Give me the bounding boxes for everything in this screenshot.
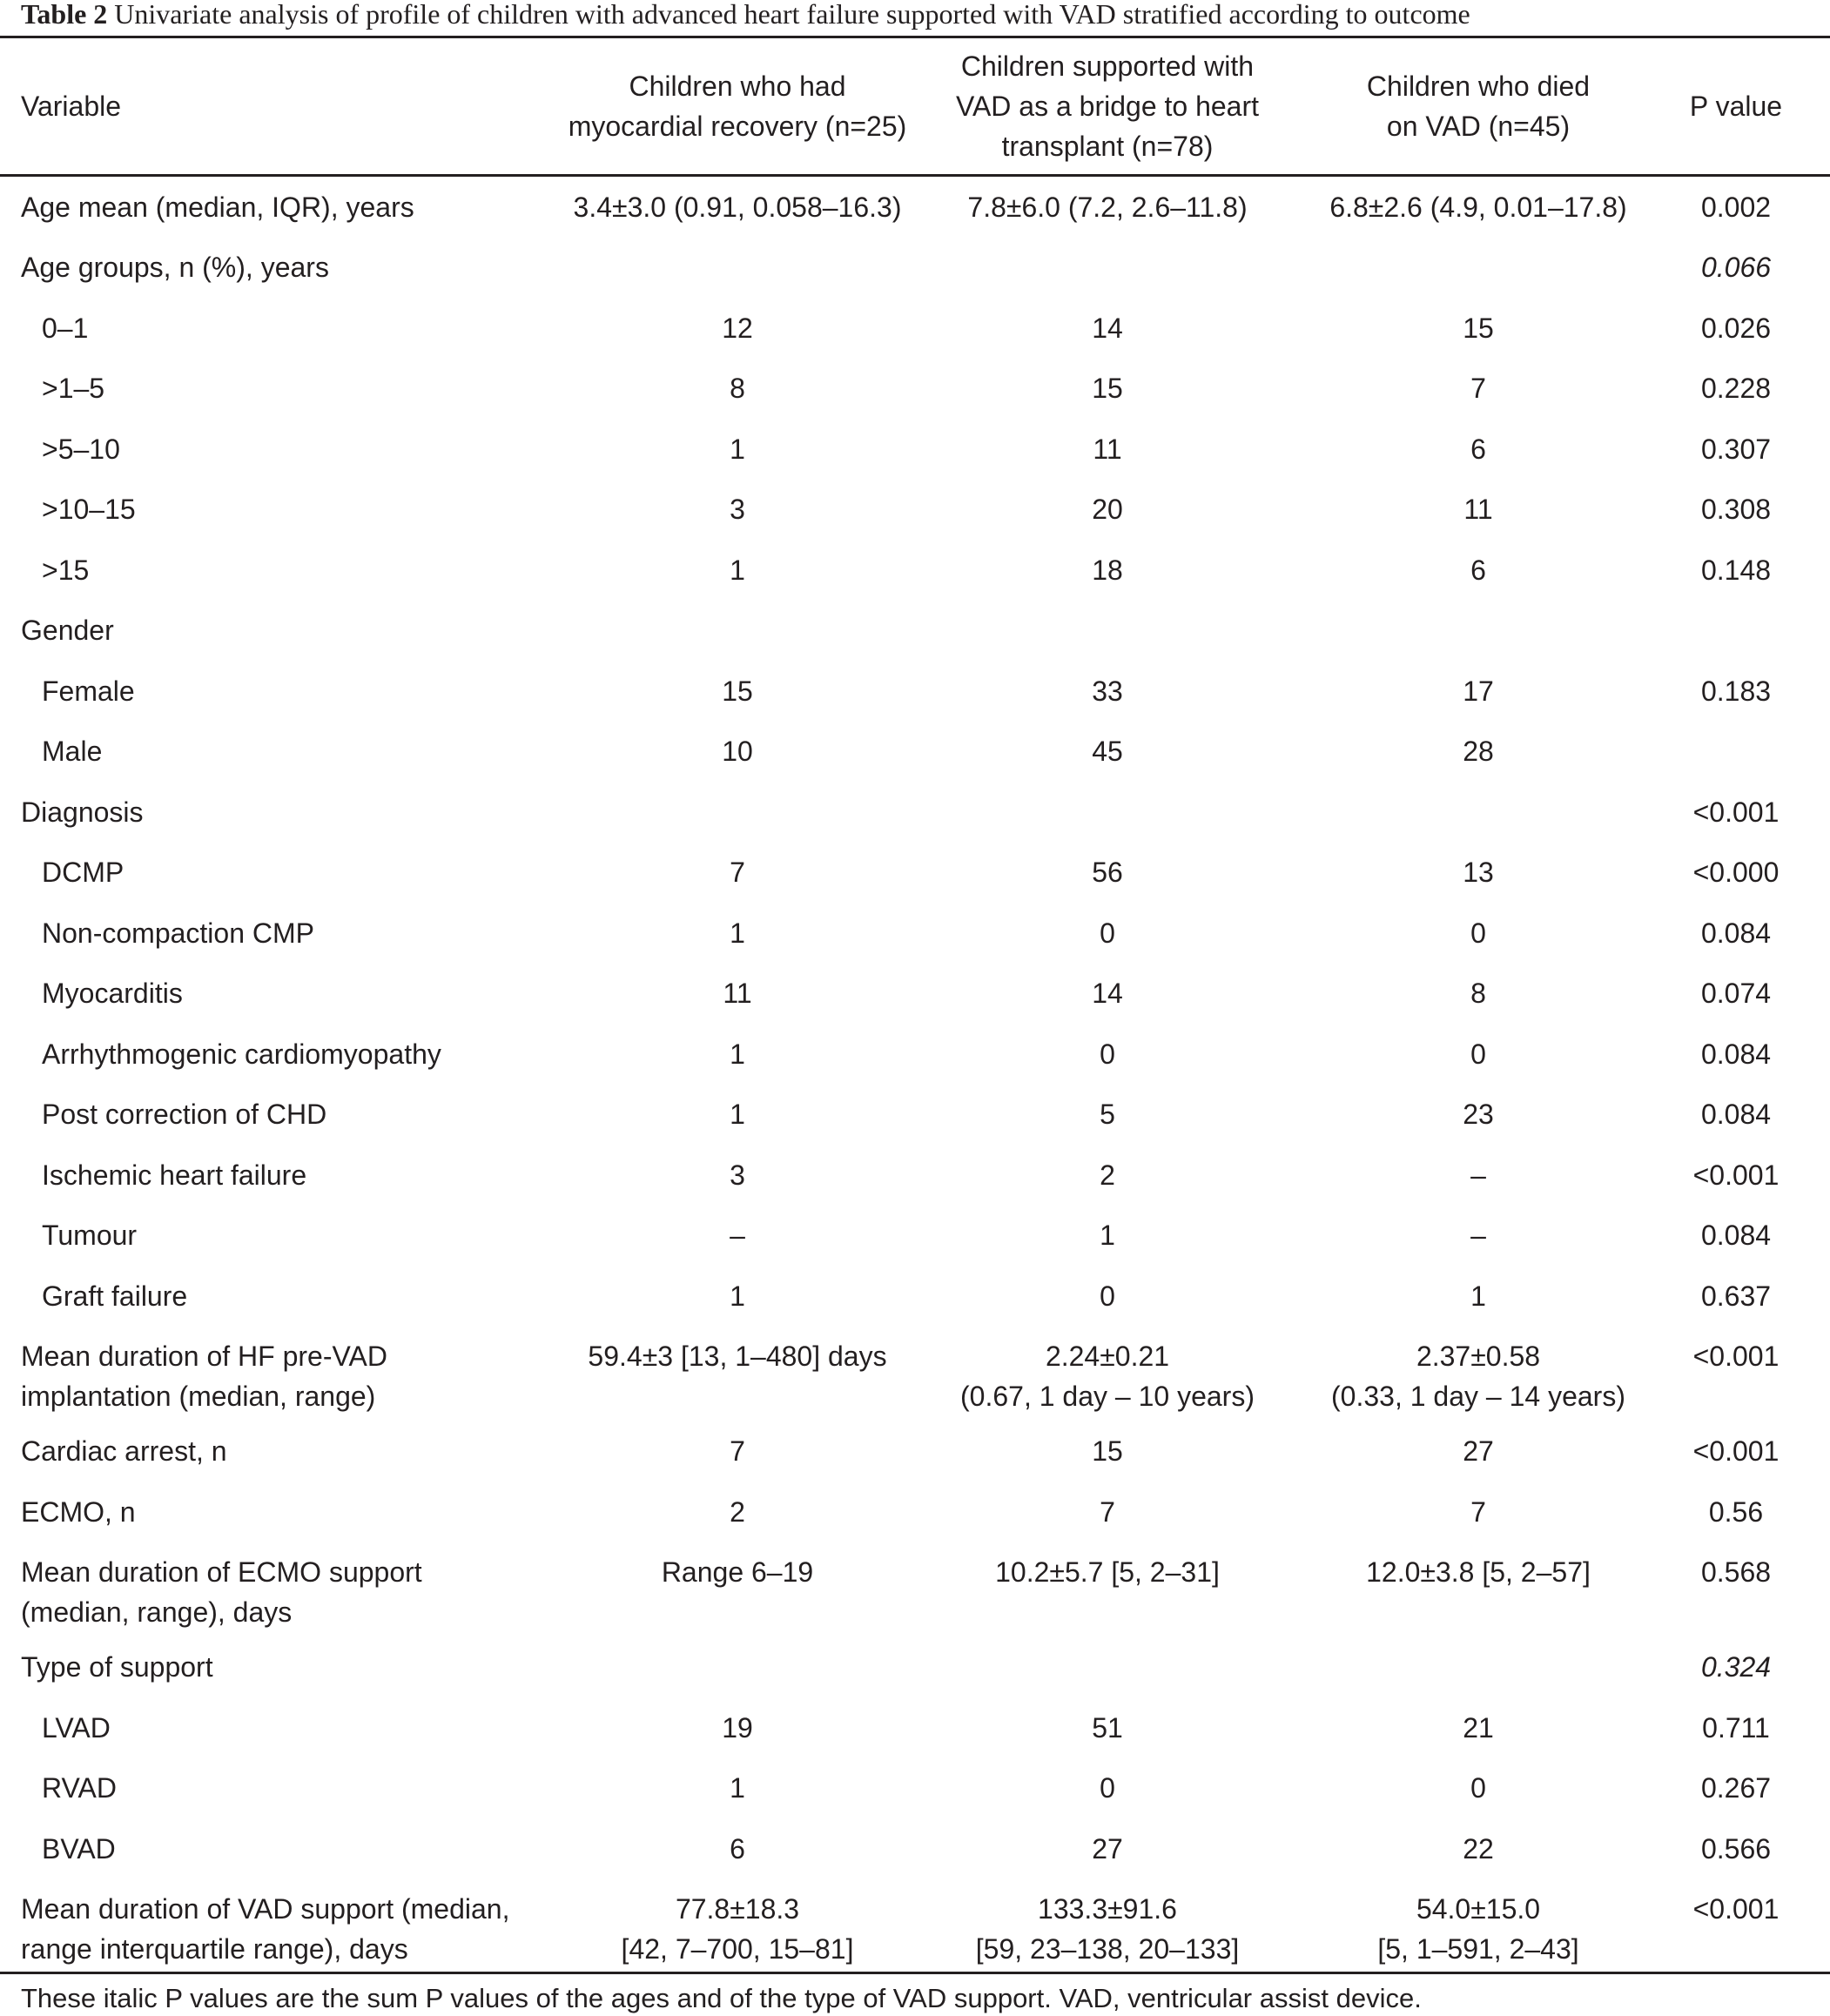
cell-recovery — [545, 1034, 930, 1074]
table-row — [0, 1145, 1830, 1206]
cell-bridge-to-transplant-line: 45 — [1092, 736, 1123, 768]
header-variable-text: Variable — [21, 91, 122, 122]
table-body — [0, 177, 1830, 1974]
cell-p-value: <0.001 — [1692, 1435, 1780, 1468]
row-variable-line: >1–5 — [42, 373, 105, 405]
cell-bridge-to-transplant — [932, 1034, 1283, 1074]
cell-died-on-vad-line: – — [1470, 1159, 1486, 1191]
cell-died-on-vad — [1302, 1155, 1654, 1195]
cell-p-value: <0.001 — [1692, 1341, 1780, 1373]
table-row — [0, 1206, 1830, 1267]
cell-recovery — [545, 913, 930, 953]
cell-died-on-vad — [1302, 731, 1654, 771]
row-variable — [42, 368, 564, 408]
cell-died-on-vad — [1302, 429, 1654, 469]
cell-died-on-vad-line: 0 — [1470, 1772, 1486, 1804]
cell-died-on-vad — [1302, 1431, 1654, 1471]
cell-bridge-to-transplant — [932, 1215, 1283, 1255]
cell-recovery — [545, 368, 930, 408]
header-died-on-vad — [1302, 38, 1654, 174]
header-died-line: Children who died — [1366, 71, 1591, 102]
row-variable-line: >15 — [42, 554, 90, 586]
table-row — [0, 238, 1830, 299]
row-variable-line: Mean duration of ECMO support — [21, 1556, 422, 1589]
cell-died-on-vad-line: 23 — [1463, 1099, 1494, 1131]
row-variable — [21, 610, 543, 650]
cell-p-value: <0.001 — [1692, 1893, 1780, 1925]
table-row — [0, 601, 1830, 662]
table-row — [0, 1482, 1830, 1542]
cell-died-on-vad — [1302, 1276, 1654, 1316]
header-recovery — [545, 38, 930, 174]
cell-died-on-vad-line: 27 — [1463, 1435, 1494, 1468]
cell-bridge-to-transplant-line: 1 — [1100, 1220, 1115, 1252]
cell-bridge-to-transplant — [932, 429, 1283, 469]
cell-bridge-to-transplant — [932, 973, 1283, 1013]
row-variable — [42, 1215, 564, 1255]
table-row — [0, 1327, 1830, 1421]
cell-died-on-vad-line: 6.8±2.6 (4.9, 0.01–17.8) — [1329, 191, 1627, 223]
row-variable — [21, 1889, 543, 1969]
cell-died-on-vad-line: 2.37±0.58 — [1416, 1341, 1541, 1373]
cell-recovery-line: 3 — [730, 494, 745, 526]
header-died-line: on VAD (n=45) — [1386, 111, 1571, 142]
row-variable — [42, 308, 564, 348]
cell-bridge-to-transplant-line: 14 — [1092, 312, 1123, 344]
cell-recovery — [545, 1431, 930, 1471]
cell-recovery-line: 1 — [730, 1038, 745, 1070]
cell-bridge-to-transplant — [932, 308, 1283, 348]
table-row — [0, 903, 1830, 964]
cell-bridge-to-transplant — [932, 1094, 1283, 1134]
cell-bridge-to-transplant-line: 56 — [1092, 857, 1123, 889]
cell-recovery-line: 1 — [730, 433, 745, 465]
cell-bridge-to-transplant-line: 0 — [1100, 1772, 1115, 1804]
cell-p-value: 0.066 — [1700, 252, 1772, 284]
cell-bridge-to-transplant — [932, 1431, 1283, 1471]
cell-p-value: <0.000 — [1692, 857, 1780, 889]
cell-bridge-to-transplant-line: 133.3±91.6 — [1038, 1893, 1177, 1925]
cell-died-on-vad-line: 0 — [1470, 1038, 1486, 1070]
table-caption-title: Univariate analysis of profile of children with advanced heart failure supported with VAD stratified according to outcome — [114, 0, 1470, 30]
cell-died-on-vad — [1302, 1829, 1654, 1869]
row-variable — [21, 1431, 543, 1471]
cell-p-value: 0.084 — [1700, 1038, 1772, 1070]
header-p-value-text: P value — [1689, 91, 1783, 122]
cell-died-on-vad-line: 28 — [1463, 736, 1494, 768]
row-variable — [42, 1829, 564, 1869]
row-variable-line: Graft failure — [42, 1280, 188, 1312]
row-variable-line: Male — [42, 736, 103, 768]
row-variable-line: Ischemic heart failure — [42, 1159, 307, 1191]
cell-recovery-line: – — [730, 1220, 745, 1252]
table-header-row — [0, 38, 1830, 174]
cell-died-on-vad-line: 12.0±3.8 [5, 2–57] — [1366, 1556, 1591, 1589]
cell-died-on-vad — [1302, 489, 1654, 529]
cell-recovery — [545, 187, 930, 227]
cell-p-value: <0.001 — [1692, 796, 1780, 828]
table-row — [0, 1542, 1830, 1637]
cell-bridge-to-transplant-line: 2 — [1100, 1159, 1115, 1191]
cell-bridge-to-transplant — [932, 1276, 1283, 1316]
header-recovery-line: myocardial recovery (n=25) — [568, 111, 907, 142]
cell-p-value: 0.308 — [1700, 494, 1772, 526]
cell-p-value: 0.228 — [1700, 373, 1772, 405]
row-variable — [21, 1647, 543, 1687]
cell-bridge-to-transplant — [932, 368, 1283, 408]
header-p-value — [1665, 38, 1807, 174]
cell-bridge-to-transplant — [932, 1829, 1283, 1869]
row-variable — [21, 1492, 543, 1532]
cell-p-value: 0.148 — [1700, 554, 1772, 586]
row-variable-line: Female — [42, 675, 135, 707]
table-row — [0, 1697, 1830, 1758]
cell-bridge-to-transplant — [932, 913, 1283, 953]
cell-p-value: <0.001 — [1692, 1159, 1780, 1191]
cell-bridge-to-transplant-line: 20 — [1092, 494, 1123, 526]
row-variable-line: DCMP — [42, 857, 124, 889]
cell-recovery-line: 3 — [730, 1159, 745, 1191]
cell-recovery-line: 12 — [722, 312, 753, 344]
cell-recovery — [545, 429, 930, 469]
table-row — [0, 1024, 1830, 1085]
table-row — [0, 1758, 1830, 1819]
cell-bridge-to-transplant — [932, 1336, 1283, 1416]
row-variable — [42, 1155, 564, 1195]
cell-bridge-to-transplant-line: 14 — [1092, 978, 1123, 1010]
row-variable-line: LVAD — [42, 1711, 111, 1744]
table-row — [0, 177, 1830, 238]
row-variable — [21, 247, 543, 287]
cell-recovery — [545, 1155, 930, 1195]
cell-bridge-to-transplant-line: 33 — [1092, 675, 1123, 707]
row-variable — [42, 852, 564, 892]
cell-p-value: 0.084 — [1700, 1099, 1772, 1131]
cell-recovery-line: 3.4±3.0 (0.91, 0.058–16.3) — [573, 191, 902, 223]
row-variable-line: Mean duration of HF pre-VAD — [21, 1341, 387, 1373]
cell-died-on-vad — [1302, 1215, 1654, 1255]
row-variable-line: >5–10 — [42, 433, 120, 465]
cell-died-on-vad-line: (0.33, 1 day – 14 years) — [1331, 1381, 1625, 1413]
cell-died-on-vad — [1302, 1492, 1654, 1532]
row-variable-line: Tumour — [42, 1220, 138, 1252]
row-variable-line: Type of support — [21, 1651, 213, 1683]
cell-died-on-vad — [1302, 1034, 1654, 1074]
cell-bridge-to-transplant-line: 27 — [1092, 1832, 1123, 1865]
row-variable-line: Age groups, n (%), years — [21, 252, 329, 284]
cell-died-on-vad — [1302, 1768, 1654, 1808]
row-variable — [42, 1034, 564, 1074]
row-variable — [21, 1336, 543, 1416]
row-variable-line: Myocarditis — [42, 978, 183, 1010]
cell-died-on-vad — [1302, 368, 1654, 408]
header-bridge-to-transplant — [932, 38, 1283, 174]
cell-p-value: 0.084 — [1700, 1220, 1772, 1252]
cell-recovery — [545, 1336, 930, 1376]
row-variable — [21, 1552, 543, 1632]
cell-p-value: 0.084 — [1700, 917, 1772, 949]
row-variable-line: Gender — [21, 615, 114, 647]
cell-died-on-vad — [1302, 1552, 1654, 1592]
cell-p-value: 0.026 — [1700, 312, 1772, 344]
header-bridge-line: VAD as a bridge to heart — [955, 91, 1260, 122]
row-variable — [21, 792, 543, 832]
cell-recovery-line: 8 — [730, 373, 745, 405]
cell-recovery-line: Range 6–19 — [661, 1556, 814, 1589]
row-variable — [42, 731, 564, 771]
cell-bridge-to-transplant-line: 5 — [1100, 1099, 1115, 1131]
cell-died-on-vad-line: 1 — [1470, 1280, 1486, 1312]
row-variable-line: Cardiac arrest, n — [21, 1435, 227, 1468]
cell-bridge-to-transplant-line: 2.24±0.21 — [1045, 1341, 1170, 1373]
cell-recovery-line: 59.4±3 [13, 1–480] days — [588, 1341, 887, 1373]
cell-bridge-to-transplant — [932, 731, 1283, 771]
table-caption — [21, 0, 1470, 33]
cell-bridge-to-transplant-line: 7.8±6.0 (7.2, 2.6–11.8) — [967, 191, 1248, 223]
cell-bridge-to-transplant — [932, 1708, 1283, 1748]
row-variable — [42, 913, 564, 953]
table-row — [0, 298, 1830, 359]
cell-died-on-vad — [1302, 1336, 1654, 1416]
cell-died-on-vad-line: 11 — [1463, 494, 1493, 526]
cell-p-value: 0.568 — [1700, 1556, 1772, 1589]
table-row — [0, 419, 1830, 480]
row-variable-line: RVAD — [42, 1772, 117, 1804]
header-variable — [21, 38, 508, 174]
cell-p-value: 0.711 — [1702, 1711, 1770, 1744]
row-variable-line: (median, range), days — [21, 1596, 293, 1629]
row-variable — [42, 489, 564, 529]
row-variable-line: Diagnosis — [21, 796, 144, 828]
cell-p-value: 0.56 — [1708, 1495, 1764, 1528]
cell-p-value: 0.074 — [1700, 978, 1772, 1010]
table-row — [0, 964, 1830, 1025]
cell-bridge-to-transplant — [932, 1552, 1283, 1592]
cell-p-value: 0.267 — [1700, 1772, 1772, 1804]
cell-died-on-vad-line: 6 — [1470, 433, 1486, 465]
row-variable-line: Post correction of CHD — [42, 1099, 327, 1131]
cell-bridge-to-transplant — [932, 1889, 1283, 1969]
cell-bridge-to-transplant-line: 0 — [1100, 1038, 1115, 1070]
cell-recovery — [545, 550, 930, 590]
row-variable-line: 0–1 — [42, 312, 89, 344]
cell-recovery — [545, 489, 930, 529]
cell-recovery — [545, 1708, 930, 1748]
cell-recovery-line: 6 — [730, 1832, 745, 1865]
header-bridge-line: transplant (n=78) — [1001, 131, 1214, 162]
cell-recovery — [545, 852, 930, 892]
table-row — [0, 843, 1830, 904]
cell-died-on-vad — [1302, 913, 1654, 953]
cell-died-on-vad — [1302, 1889, 1654, 1969]
row-variable-line: >10–15 — [42, 494, 136, 526]
row-variable — [42, 1768, 564, 1808]
table-row — [0, 661, 1830, 722]
cell-bridge-to-transplant-line: 15 — [1092, 373, 1123, 405]
cell-recovery-line: 1 — [730, 917, 745, 949]
cell-recovery-line: 77.8±18.3 — [675, 1893, 800, 1925]
cell-bridge-to-transplant-line: 10.2±5.7 [5, 2–31] — [995, 1556, 1220, 1589]
table-row — [0, 1085, 1830, 1146]
table-row — [0, 540, 1830, 601]
table-row — [0, 782, 1830, 843]
cell-recovery-line: 2 — [730, 1495, 745, 1528]
cell-died-on-vad-line: [5, 1–591, 2–43] — [1377, 1933, 1579, 1966]
row-variable-line: BVAD — [42, 1832, 116, 1865]
cell-died-on-vad — [1302, 671, 1654, 711]
cell-died-on-vad-line: 0 — [1470, 917, 1486, 949]
cell-recovery-line: 10 — [722, 736, 753, 768]
cell-bridge-to-transplant — [932, 489, 1283, 529]
cell-died-on-vad-line: 15 — [1463, 312, 1494, 344]
cell-died-on-vad-line: 54.0±15.0 — [1416, 1893, 1541, 1925]
cell-died-on-vad — [1302, 550, 1654, 590]
table-row — [0, 359, 1830, 420]
cell-recovery-line: 7 — [730, 1435, 745, 1468]
cell-died-on-vad-line: 8 — [1470, 978, 1486, 1010]
cell-recovery — [545, 1276, 930, 1316]
cell-recovery-line: 1 — [730, 1772, 745, 1804]
cell-recovery-line: [42, 7–700, 15–81] — [621, 1933, 854, 1966]
row-variable — [42, 429, 564, 469]
cell-bridge-to-transplant-line: 51 — [1092, 1711, 1123, 1744]
cell-recovery — [545, 1768, 930, 1808]
cell-died-on-vad-line: 22 — [1463, 1832, 1494, 1865]
cell-bridge-to-transplant — [932, 852, 1283, 892]
cell-died-on-vad-line: 7 — [1470, 373, 1486, 405]
cell-bridge-to-transplant-line: 11 — [1093, 433, 1122, 465]
cell-recovery — [545, 731, 930, 771]
cell-died-on-vad-line: 7 — [1470, 1495, 1486, 1528]
cell-p-value: 0.637 — [1700, 1280, 1772, 1312]
row-variable-line: implantation (median, range) — [21, 1381, 376, 1413]
cell-recovery-line: 1 — [730, 1280, 745, 1312]
cell-died-on-vad — [1302, 308, 1654, 348]
row-variable-line: ECMO, n — [21, 1495, 136, 1528]
cell-recovery — [545, 1492, 930, 1532]
cell-recovery — [545, 1552, 930, 1592]
table-row — [0, 1818, 1830, 1879]
row-variable — [42, 1094, 564, 1134]
cell-bridge-to-transplant-line: 15 — [1092, 1435, 1123, 1468]
cell-recovery-line: 15 — [722, 675, 753, 707]
cell-bridge-to-transplant — [932, 187, 1283, 227]
cell-bridge-to-transplant-line: 7 — [1100, 1495, 1115, 1528]
row-variable-line: range interquartile range), days — [21, 1933, 408, 1966]
header-recovery-line: Children who had — [629, 71, 846, 102]
row-variable-line: Mean duration of VAD support (median, — [21, 1893, 510, 1925]
cell-recovery — [545, 1889, 930, 1969]
table-row — [0, 1879, 1830, 1974]
cell-bridge-to-transplant-line: 18 — [1092, 554, 1123, 586]
cell-recovery-line: 7 — [730, 857, 745, 889]
cell-recovery-line: 1 — [730, 554, 745, 586]
row-variable — [21, 187, 543, 227]
row-variable — [42, 1276, 564, 1316]
cell-recovery — [545, 1215, 930, 1255]
cell-recovery — [545, 308, 930, 348]
cell-recovery-line: 19 — [722, 1711, 753, 1744]
cell-recovery — [545, 973, 930, 1013]
cell-bridge-to-transplant-line: 0 — [1100, 1280, 1115, 1312]
cell-recovery-line: 11 — [723, 978, 752, 1010]
cell-p-value: 0.324 — [1700, 1651, 1772, 1683]
table-row — [0, 1421, 1830, 1482]
cell-died-on-vad-line: 21 — [1463, 1711, 1494, 1744]
cell-died-on-vad-line: – — [1470, 1220, 1486, 1252]
table-row — [0, 722, 1830, 783]
row-variable — [42, 671, 564, 711]
table-bottom-rule — [0, 1972, 1830, 1974]
table-row — [0, 1266, 1830, 1327]
cell-died-on-vad — [1302, 1094, 1654, 1134]
row-variable-line: Arrhythmogenic cardiomyopathy — [42, 1038, 441, 1070]
row-variable-line: Age mean (median, IQR), years — [21, 191, 414, 223]
cell-bridge-to-transplant — [932, 1768, 1283, 1808]
table-caption-label: Table 2 — [21, 0, 108, 30]
cell-bridge-to-transplant-line: 0 — [1100, 917, 1115, 949]
cell-died-on-vad — [1302, 1708, 1654, 1748]
table-footnote: These italic P values are the sum P values of the ages and of the type of VAD support. VAD, ventricular assist device. — [21, 1983, 1422, 2013]
cell-bridge-to-transplant — [932, 1492, 1283, 1532]
cell-bridge-to-transplant — [932, 671, 1283, 711]
cell-bridge-to-transplant — [932, 550, 1283, 590]
row-variable — [42, 1708, 564, 1748]
row-variable — [42, 550, 564, 590]
table-row — [0, 480, 1830, 541]
cell-recovery-line: 1 — [730, 1099, 745, 1131]
cell-recovery — [545, 1094, 930, 1134]
cell-died-on-vad-line: 13 — [1463, 857, 1494, 889]
cell-p-value: 0.566 — [1700, 1832, 1772, 1865]
cell-died-on-vad — [1302, 187, 1654, 227]
table-row — [0, 1637, 1830, 1698]
cell-p-value: 0.183 — [1700, 675, 1772, 707]
cell-recovery — [545, 671, 930, 711]
row-variable-line: Non-compaction CMP — [42, 917, 314, 949]
cell-died-on-vad-line: 17 — [1463, 675, 1494, 707]
cell-died-on-vad-line: 6 — [1470, 554, 1486, 586]
cell-died-on-vad — [1302, 973, 1654, 1013]
row-variable — [42, 973, 564, 1013]
header-bridge-line: Children supported with — [960, 50, 1255, 82]
cell-died-on-vad — [1302, 852, 1654, 892]
cell-p-value: 0.307 — [1700, 433, 1772, 465]
cell-p-value: 0.002 — [1700, 191, 1772, 223]
cell-bridge-to-transplant-line: [59, 23–138, 20–133] — [975, 1933, 1240, 1966]
cell-bridge-to-transplant-line: (0.67, 1 day – 10 years) — [960, 1381, 1255, 1413]
cell-bridge-to-transplant — [932, 1155, 1283, 1195]
cell-recovery — [545, 1829, 930, 1869]
